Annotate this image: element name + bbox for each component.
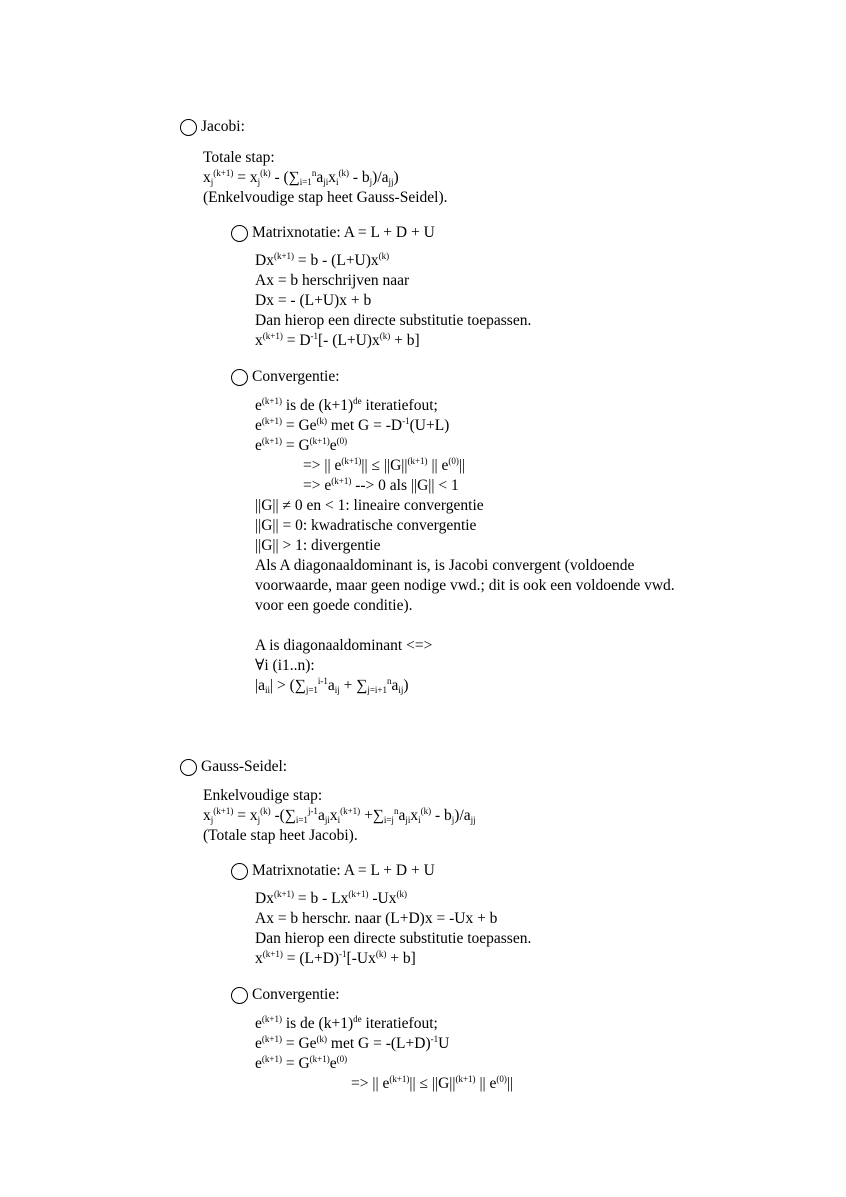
formula-line: $e^{(k+1)}$ is de $(k+1)^{de}$ iteratiefout; — [255, 1014, 438, 1032]
bullet-circle-icon — [231, 225, 248, 242]
gauss-seidel-title: Gauss-Seidel: — [201, 758, 288, 775]
gs-step-label: Enkelvoudige stap: — [203, 787, 323, 804]
jacobi-title: Jacobi: — [201, 118, 245, 135]
gs-conv-heading — [231, 985, 340, 1005]
gauss-seidel-heading — [180, 757, 287, 777]
formula-line: $e^{(k+1)} = Ge^{(k)}$ met $G = -D^{-1}(U+L)$ — [255, 416, 450, 434]
formula-line: $e^{(k+1)} = G^{(k+1)}e^{(0)}$ — [255, 1054, 348, 1072]
gs-conv-body — [255, 1014, 513, 1094]
jacobi-step-note: (Enkelvoudige stap heet Gauss-Seidel). — [203, 189, 448, 206]
text-line: Dan hierop een directe substitutie toepassen. — [255, 930, 532, 947]
bullet-circle-icon — [231, 987, 248, 1004]
formula-line: => || $e^{(k+1)}|| \le ||G||^{(k+1)}$ || $e^{(0)}||$ — [303, 456, 466, 474]
text-line: Als A diagonaaldominant is, is Jacobi convergent (voldoende — [255, 557, 635, 574]
jacobi-conv-body — [255, 396, 675, 696]
jacobi-conv-title: Convergentie: — [252, 368, 340, 385]
gauss-seidel-intro — [203, 786, 476, 846]
formula-line: => || $e^{(k+1)}|| \le ||G||^{(k+1)}$ || $e^{(0)}||$ — [351, 1074, 514, 1092]
text-line: Dx = - (L+U)x + b — [255, 292, 372, 309]
bullet-circle-icon — [180, 119, 197, 136]
gs-conv-title: Convergentie: — [252, 986, 340, 1003]
formula-line: $e^{(k+1)} = Ge^{(k)}$ met $G = -(L+D)^{-1}U$ — [255, 1034, 450, 1052]
formula-line: $e^{(k+1)}$ is de $(k+1)^{de}$ iteratiefout; — [255, 396, 438, 414]
text-line: A is diagonaaldominant <=> — [255, 637, 433, 654]
bullet-circle-icon — [231, 369, 248, 386]
jacobi-intro — [203, 148, 448, 208]
text-line: ∀i (i1..n): — [255, 657, 315, 674]
jacobi-conv-heading — [231, 367, 340, 387]
jacobi-matrix-title: Matrixnotatie: A = L + D + U — [252, 224, 435, 241]
jacobi-section — [180, 117, 245, 137]
formula-line: $e^{(k+1)} = G^{(k+1)}e^{(0)}$ — [255, 436, 348, 454]
bullet-circle-icon — [180, 759, 197, 776]
jacobi-step-label: Totale stap: — [203, 149, 275, 166]
formula-line: => $e^{(k+1)}$ --> 0 als ||G|| < 1 — [303, 476, 459, 494]
formula-line: $x^{(k+1)} = D^{-1}[-$ $(L+U)x^{(k)} + b$] — [255, 331, 420, 349]
text-line: voorwaarde, maar geen nodige vwd.; dit is ook een voldoende vwd. — [255, 577, 675, 594]
jacobi-heading — [180, 117, 245, 137]
gs-step-formula: $x_j^{(k+1)} = x_j^{(k)}$ $-(\sum_{i=1}^{j-1}a_{ji}x_i^{(k+1)} +\sum_{i=j}^na_{ji}x_i^{(k)} - b_j)/a_{jj}$ — [203, 806, 476, 825]
gs-step-note: (Totale stap heet Jacobi). — [203, 827, 358, 844]
formula-line: $|a_{ii}| > (\sum_{j=1}^{i-1}a_{ij} + \sum_{j=i+1}^na_{ij})$ — [255, 676, 409, 695]
formula-line: $Dx^{(k+1)} = b - (L+U)x^{(k)}$ — [255, 251, 390, 269]
formula-line: $Dx^{(k+1)} = b - Lx^{(k+1)}$ -Ux$^{(k)}$ — [255, 889, 407, 907]
text-line: ||G|| > 1: divergentie — [255, 537, 381, 554]
text-line: Dan hierop een directe substitutie toepassen. — [255, 312, 532, 329]
text-line: voor een goede conditie). — [255, 597, 413, 614]
gs-matrix-heading — [231, 861, 435, 881]
jacobi-matrix-body — [255, 251, 531, 351]
gauss-seidel-section — [180, 757, 287, 777]
text-line: ||G|| ≠ 0 en < 1: lineaire convergentie — [255, 497, 484, 514]
jacobi-matrix-heading — [231, 223, 435, 243]
text-line: Ax = b herschrijven naar — [255, 272, 410, 289]
text-line: ||G|| = 0: kwadratische convergentie — [255, 517, 477, 534]
text-line: Ax = b herschr. naar (L+D)x = -Ux + b — [255, 910, 498, 927]
gs-matrix-body — [255, 889, 531, 969]
formula-line: $x^{(k+1)} = (L+D)^{-1}[-Ux^{(k)} + b]$ — [255, 949, 416, 967]
gs-matrix-title: Matrixnotatie: A = L + D + U — [252, 862, 435, 879]
bullet-circle-icon — [231, 863, 248, 880]
jacobi-step-formula: $x_j^{(k+1)} = x_j^{(k)} - (\sum_{i=1}^na_{ji}x_i^{(k)} - b_j)/a_{jj}$) — [203, 168, 399, 187]
